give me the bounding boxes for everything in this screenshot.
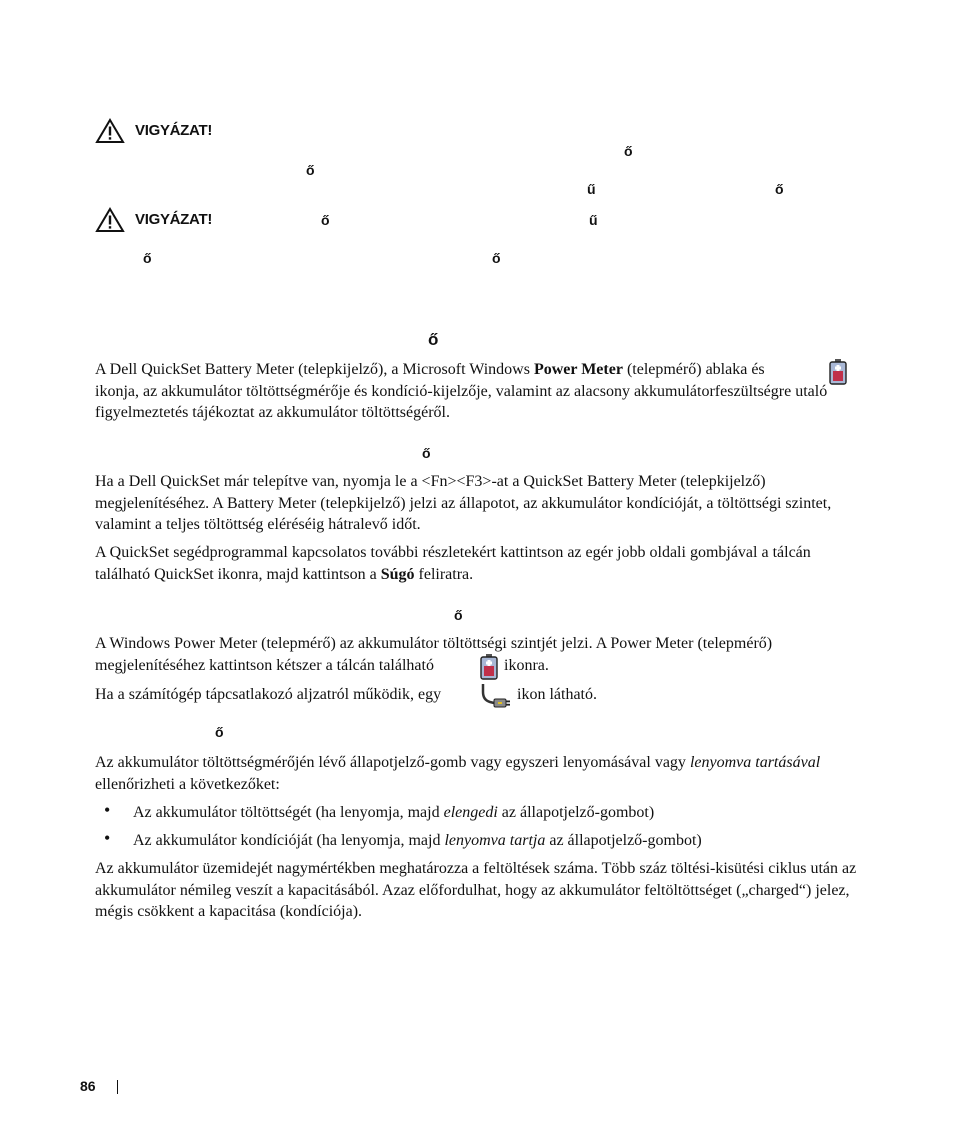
paragraph-quickset: Ha a Dell QuickSet már telepítve van, nyomja le a <Fn><F3>-at a QuickSet Battery Meter (telepkijelző) megjelenítéséhez. A Battery Meter (telepkijelző) jelzi az állapotot, az akkumulátor kondícióját, a töltöttségi szintet, valamint a teljes töltöttség eléréséig hátralevő időt. bbox=[95, 473, 832, 533]
ac-power-plug-icon bbox=[480, 682, 512, 710]
warning-2-fragment: ű bbox=[589, 212, 598, 228]
paragraph-ac-power: Ha a számítógép tápcsatlakozó aljzatról működik, egy bbox=[95, 686, 442, 703]
paragraph-power-meter: A Windows Power Meter (telepmérő) az akkumulátor töltöttségi szintjét jelzi. A Power Meter (telepmérő) bbox=[95, 635, 773, 652]
warning-2-fragment: ő bbox=[492, 250, 501, 266]
paragraph-power-meter-line2: megjelenítéséhez kattintson kétszer a tálcán található bbox=[95, 657, 434, 674]
warning-triangle-icon bbox=[95, 118, 125, 144]
page-number: 86 bbox=[80, 1078, 96, 1094]
paragraph-ac-power-end: ikon látható. bbox=[517, 686, 597, 703]
warning-2-fragment: ő bbox=[321, 212, 330, 228]
list-item: Az akkumulátor töltöttségét (ha lenyomja, majd elengedi az állapotjelző-gombot) bbox=[133, 804, 655, 821]
warning-1-label: VIGYÁZAT! bbox=[135, 122, 213, 139]
warning-1-fragment: ő bbox=[624, 143, 633, 159]
bullet-marker: • bbox=[104, 800, 111, 820]
bullet-marker: • bbox=[104, 828, 111, 848]
warning-2-fragment: ő bbox=[143, 250, 152, 266]
warning-1-fragment: ű bbox=[587, 181, 596, 197]
section-heading-power-meter: ő bbox=[454, 607, 463, 623]
section-heading-quickset: ő bbox=[422, 445, 431, 461]
list-item: Az akkumulátor kondícióját (ha lenyomja, majd lenyomva tartja az állapotjelző-gombot) bbox=[133, 832, 702, 849]
paragraph-gauge: Az akkumulátor töltöttségmérőjén lévő állapotjelző-gomb vagy egyszeri lenyomásával vagy lenyomva tartásával ellenőrizheti a következőket: bbox=[95, 754, 821, 793]
warning-1-fragment: ő bbox=[306, 162, 315, 178]
section-heading-gauge: ő bbox=[215, 724, 224, 740]
battery-icon bbox=[828, 358, 848, 386]
paragraph-power-meter-end: ikonra. bbox=[504, 657, 549, 674]
warning-1-fragment: ő bbox=[775, 181, 784, 197]
paragraph-battery-life: Az akkumulátor üzemidejét nagymértékben meghatározza a feltöltések száma. Több száz töltési-kisütési ciklus után az akkumulátor némileg veszít a kapacitásából. Azaz előfordulhat, hogy az akkumulátor feltöltöttséget („charged“) jelez, mégis csökkent a kapacitása (kondíciója). bbox=[95, 860, 857, 920]
warning-triangle-icon bbox=[95, 207, 125, 233]
section-heading-main: ő bbox=[428, 330, 439, 349]
warning-2-label: VIGYÁZAT! bbox=[135, 211, 213, 228]
footer-separator bbox=[117, 1080, 118, 1094]
paragraph-battery-info: A Dell QuickSet Battery Meter (telepkijelző), a Microsoft Windows Power Meter (telepmérő) ablaka és ikonja, az akkumulátor töltöttségmérője és kondíció-kijelzője, valamint az alacsony akkumulátorfeszültségre utaló figyelmeztetés tájékoztat az akkumulátor töltöttségéről. bbox=[95, 361, 828, 421]
battery-icon bbox=[479, 653, 499, 681]
paragraph-quickset-help: A QuickSet segédprogrammal kapcsolatos további részletekért kattintson az egér jobb oldali gombjával a tálcán található QuickSet ikonra, majd kattintson a Súgó feliratra. bbox=[95, 544, 811, 583]
